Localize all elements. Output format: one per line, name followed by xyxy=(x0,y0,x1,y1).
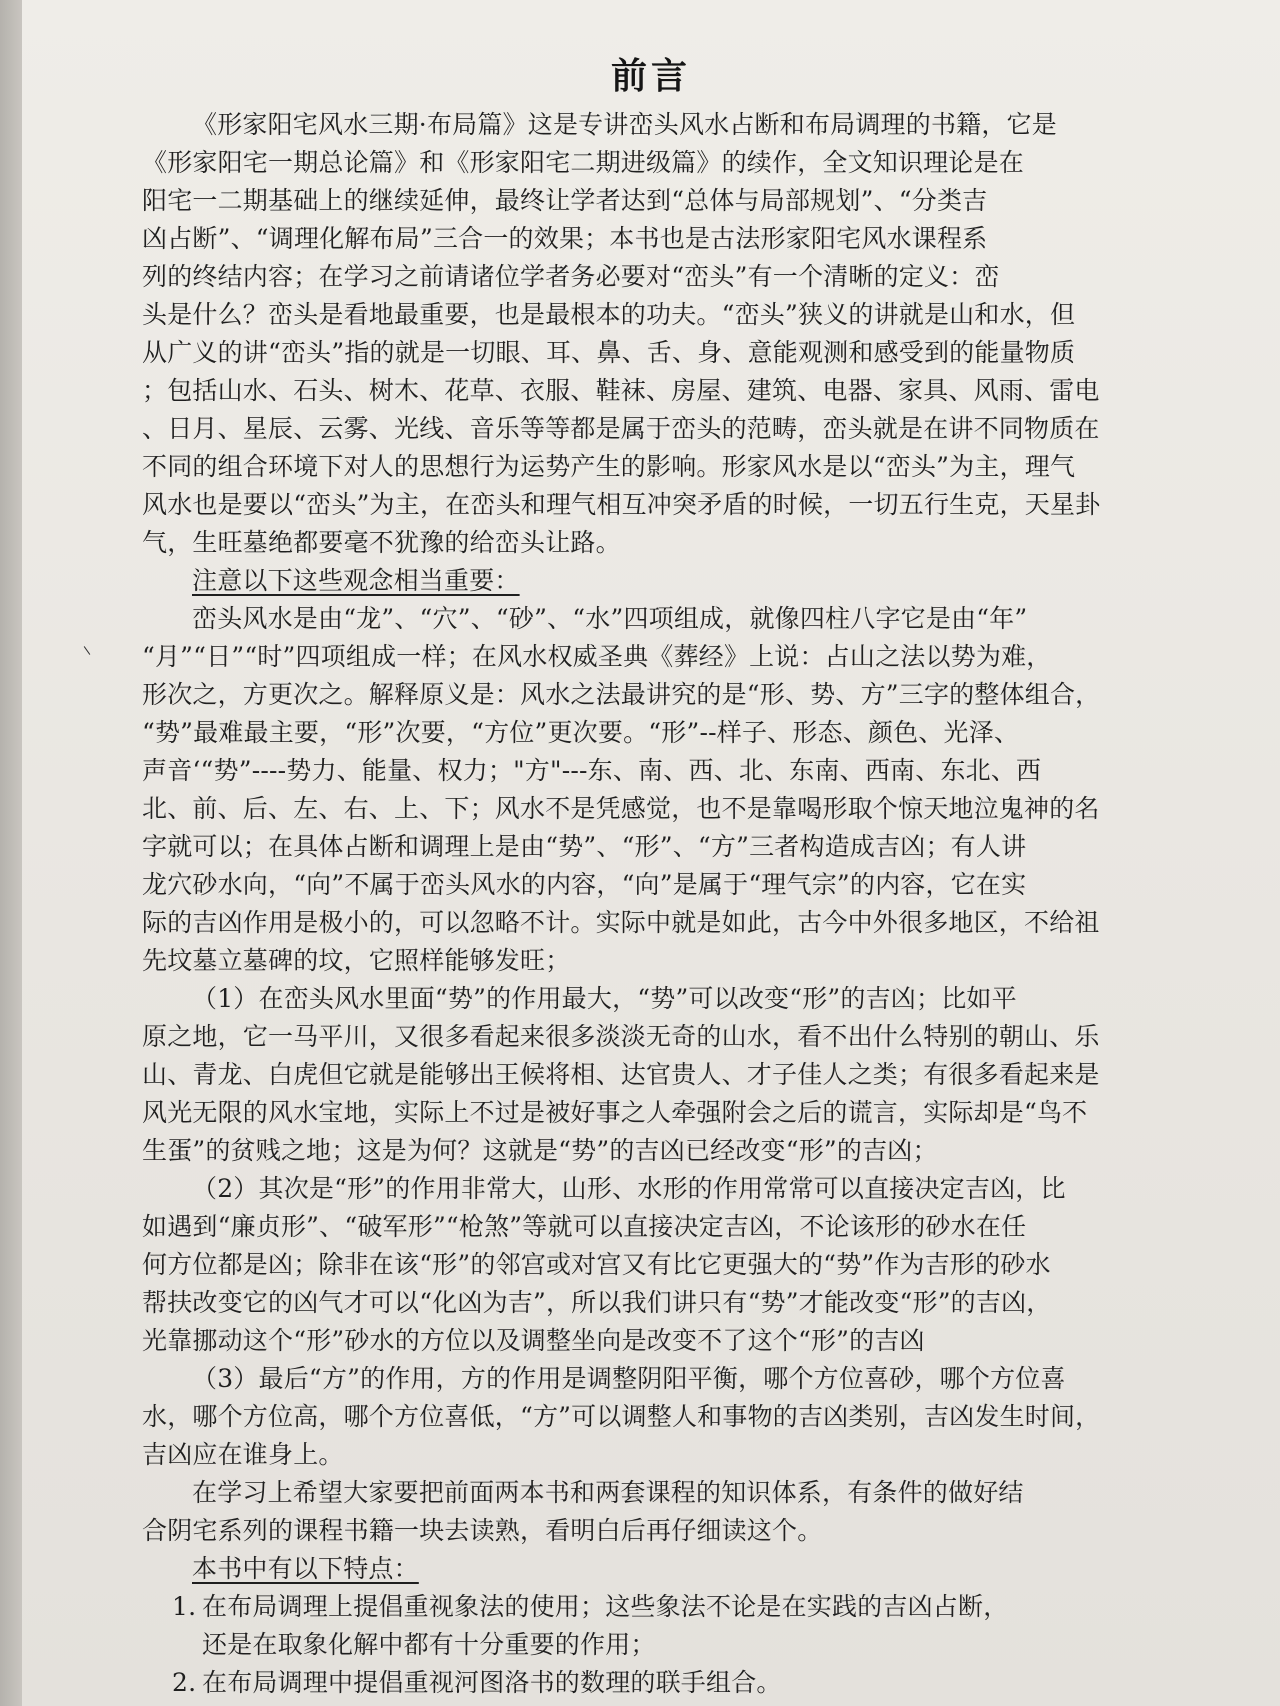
list-number: 1. xyxy=(172,1592,197,1621)
list-item xyxy=(142,1588,1132,1626)
text-line: 头是什么？峦头是看地最重要，也是最根本的功夫。“峦头”狭义的讲就是山和水，但 xyxy=(142,300,1076,329)
page-title: 前言 xyxy=(610,56,691,97)
text-line: 、日月、星辰、云雾、光线、音乐等等都是属于峦头的范畴，峦头就是在讲不同物质在 xyxy=(142,414,1100,443)
text-line: 《形家阳宅风水三期·布局篇》这是专讲峦头风水占断和布局调理的书籍，它是 xyxy=(192,110,1057,139)
text-line: 何方位都是凶；除非在该“形”的邻宫或对宫又有比它更强大的“势”作为吉形的砂水 xyxy=(142,1250,1051,1279)
text-line: 不同的组合环境下对人的思想行为运势产生的影响。形家风水是以“峦头”为主，理气 xyxy=(142,452,1076,481)
section-heading-text: 本书中有以下特点： xyxy=(192,1554,419,1583)
text-line: 际的吉凶作用是极小的，可以忽略不计。实际中就是如此，古今中外很多地区，不给祖 xyxy=(142,908,1100,937)
section-heading xyxy=(142,562,1132,600)
text-line: （3）最后“方”的作用，方的作用是调整阴阳平衡，哪个方位喜砂，哪个方位喜 xyxy=(192,1364,1066,1393)
text-line: 风光无限的风水宝地，实际上不过是被好事之人牵强附会之后的谎言，实际却是“鸟不 xyxy=(142,1098,1088,1127)
list-item xyxy=(142,1664,1132,1702)
text-line: 在学习上希望大家要把前面两本书和两套课程的知识体系，有条件的做好结 xyxy=(192,1478,1024,1507)
section-heading-text: 注意以下这些观念相当重要： xyxy=(192,566,520,595)
document-body xyxy=(142,106,1132,1702)
text-line: 声音‘“势”----势力、能量、权力；"方"---东、南、西、北、东南、西南、东北、西 xyxy=(142,756,1042,785)
text-line: 光靠挪动这个“形”砂水的方位以及调整坐向是改变不了这个“形”的吉凶 xyxy=(142,1326,925,1355)
text-line: 合阴宅系列的课程书籍一块去读熟，看明白后再仔细读这个。 xyxy=(142,1516,823,1545)
text-line: 气，生旺墓绝都要毫不犹豫的给峦头让路。 xyxy=(142,528,621,557)
text-line: 字就可以；在具体占断和调理上是由“势”、“形”、“方”三者构造成吉凶；有人讲 xyxy=(142,832,1027,861)
text-line: 风水也是要以“峦头”为主，在峦头和理气相互冲突矛盾的时候，一切五行生克，天星卦 xyxy=(142,490,1101,519)
text-line: 水，哪个方位高，哪个方位喜低，“方”可以调整人和事物的吉凶类别，吉凶发生时间， xyxy=(142,1402,1101,1431)
text-line: 龙穴砂水向，“向”不属于峦头风水的内容，“向”是属于“理气宗”的内容，它在实 xyxy=(142,870,1027,899)
section-heading xyxy=(142,1550,1132,1588)
text-line: 吉凶应在谁身上。 xyxy=(142,1440,344,1469)
text-line: “月”“日”“时”四项组成一样；在风水权威圣典《葬经》上说：占山之法以势为难， xyxy=(142,642,1052,671)
text-line: 峦头风水是由“龙”、“穴”、“砂”、“水”四项组成，就像四柱八字它是由“年” xyxy=(192,604,1028,633)
document-page xyxy=(22,0,1280,1706)
list-item-text: 在布局调理中提倡重视河图洛书的数理的联手组合。 xyxy=(202,1668,782,1697)
text-line: 先坟墓立墓碑的坟，它照样能够发旺； xyxy=(142,946,571,975)
text-line: 从广义的讲“峦头”指的就是一切眼、耳、鼻、舌、身、意能观测和感受到的能量物质 xyxy=(142,338,1076,367)
text-line: 形次之，方更次之。解释原义是：风水之法最讲究的是“形、势、方”三字的整体组合， xyxy=(142,680,1101,709)
text-line: 《形家阳宅一期总论篇》和《形家阳宅二期进级篇》的续作，全文知识理论是在 xyxy=(142,148,1025,177)
text-line: 生蛋”的贫贱之地；这是为何？这就是“势”的吉凶已经改变“形”的吉凶； xyxy=(142,1136,938,1165)
text-line: 北、前、后、左、右、上、下；风水不是凭感觉，也不是靠喝形取个惊天地泣鬼神的名 xyxy=(142,794,1100,823)
text-line: 阳宅一二期基础上的继续延伸，最终让学者达到“总体与局部规划”、“分类吉 xyxy=(142,186,988,215)
text-line: （1）在峦头风水里面“势”的作用最大，“势”可以改变“形”的吉凶；比如平 xyxy=(192,984,1017,1013)
list-item-text: 在布局调理上提倡重视象法的使用；这些象法不论是在实践的吉凶占断， xyxy=(202,1592,1009,1621)
pen-mark xyxy=(84,646,91,655)
list-item-continuation: 还是在取象化解中都有十分重要的作用； xyxy=(202,1630,656,1659)
text-line: 列的终结内容；在学习之前请诸位学者务必要对“峦头”有一个清晰的定义：峦 xyxy=(142,262,1000,291)
text-line: （2）其次是“形”的作用非常大，山形、水形的作用常常可以直接决定吉凶，比 xyxy=(192,1174,1066,1203)
text-line: ；包括山水、石头、树木、花草、衣服、鞋袜、房屋、建筑、电器、家具、风雨、雷电 xyxy=(142,376,1100,405)
text-line: 山、青龙、白虎但它就是能够出王候将相、达官贵人、才子佳人之类；有很多看起来是 xyxy=(142,1060,1100,1089)
text-line: “势”最难最主要，“形”次要，“方位”更次要。“形”--样子、形态、颜色、光泽、 xyxy=(142,718,1020,747)
text-line: 原之地，它一马平川，又很多看起来很多淡淡无奇的山水，看不出什么特别的朝山、乐 xyxy=(142,1022,1100,1051)
text-line: 帮扶改变它的凶气才可以“化凶为吉”，所以我们讲只有“势”才能改变“形”的吉凶， xyxy=(142,1288,1052,1317)
text-line: 如遇到“廉贞形”、“破军形”“枪煞”等就可以直接决定吉凶，不论该形的砂水在任 xyxy=(142,1212,1027,1241)
list-number: 2. xyxy=(172,1668,197,1697)
text-line: 凶占断”、“调理化解布局”三合一的效果；本书也是古法形家阳宅风水课程系 xyxy=(142,224,988,253)
